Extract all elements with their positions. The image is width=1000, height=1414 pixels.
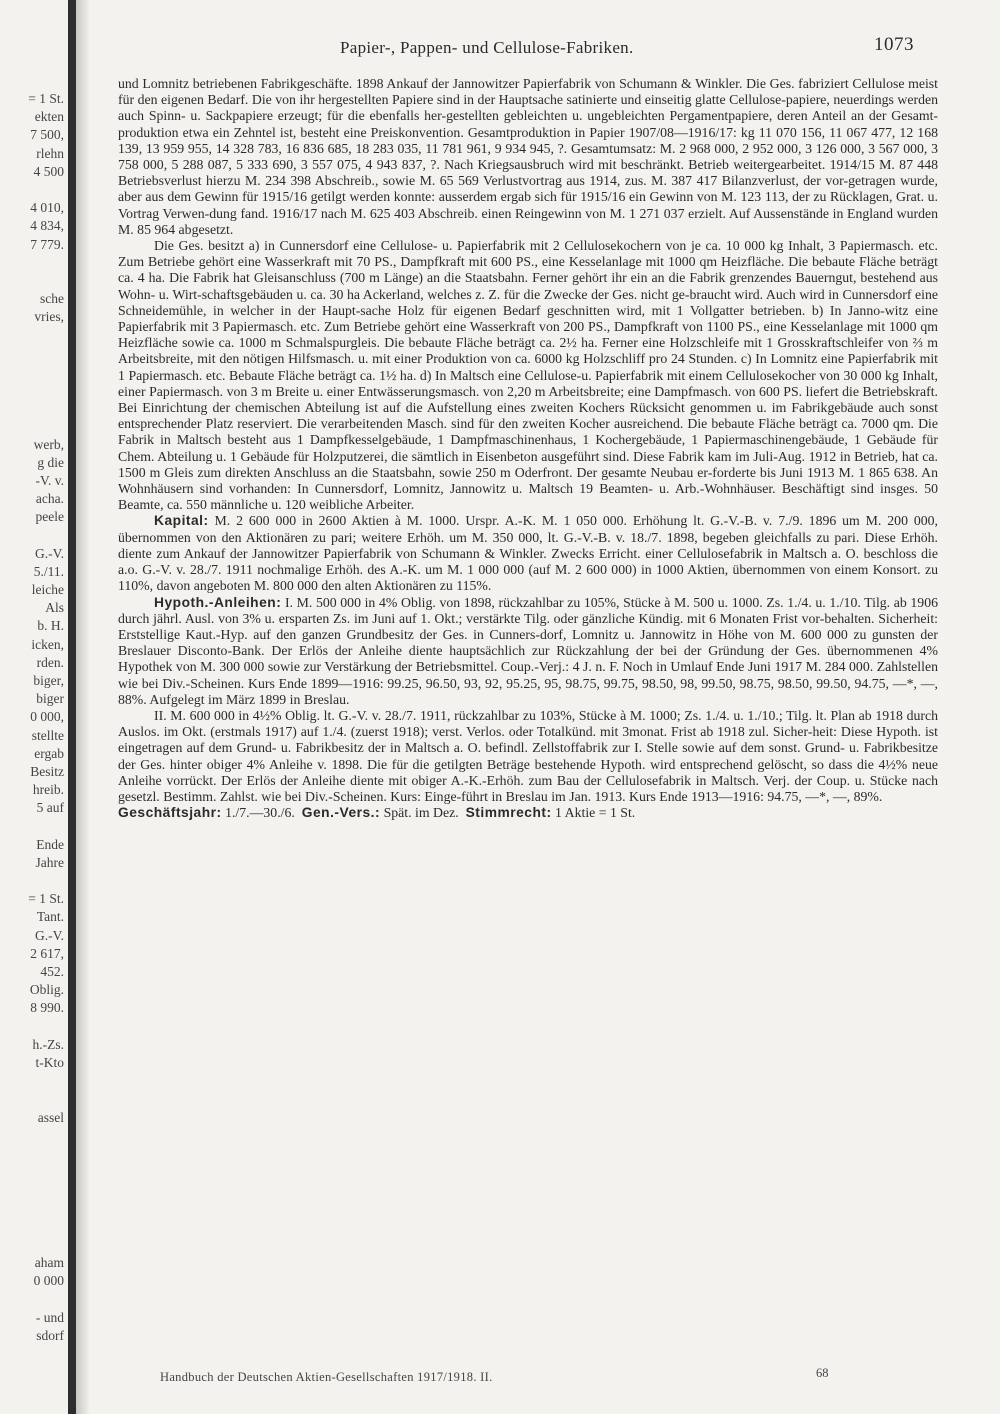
prev-fragment-line: 7 779.: [30, 236, 64, 252]
prev-fragment-line: [0, 272, 64, 290]
prev-fragment-line: Als: [45, 600, 64, 616]
section-label-hypoth-anleihen: Hypoth.-Anleihen:: [154, 594, 282, 610]
paragraph-text: I. M. 500 000 in 4% Oblig. von 1898, rückzahlbar zu 105%, Stücke à M. 500 u. 1000. Zs. 1./4. u. 1./10. Tilg. ab 1906 durch jährl. Ausl. von 3% u. ersparten Zs. im Juni auf 1. Okt.; verstärkte Tilg. oder gänzliche Kündig. mit 6 Monaten Frist vor-behalten. Sicherheit: Erststellige Kaut.-Hyp. auf den ganzen Grundbesitz der Ges. in Cunners-dorf, Lomnitz u. Jannowitz in Höhe von M. 600 000 zu gunsten der Breslauer Disconto-Bank. Der Erlös der Anleihe diente hauptsächlich zur Rückzahlung der bei der Gründung der Ges. übernommenen 4% Hypothek von M. 300 000 sowie zur Verstärkung der Betriebsmittel. Coup.-Verj.: 4 J. n. F. Noch in Umlauf Ende Juni 1917 M. 284 000. Zahlstellen wie bei Div.-Scheinen. Kurs Ende 1899—1916: 99.25, 96.50, 93, 92, 95.25, 95, 98.75, 99.75, 98.50, 98, 99.50, 98.75, 98.50, 99.50, 94.75, —*, —, 88%. Aufgelegt im März 1899 in Breslau.: [118, 594, 939, 707]
prev-fragment-line: 4 010,: [30, 200, 64, 216]
page-number: 1073: [874, 34, 914, 55]
running-header: Papier-, Pappen- und Cellulose-Fabriken.: [340, 38, 634, 57]
prev-fragment-line: t-Kto: [35, 1054, 64, 1070]
fiscal-info-line: [118, 805, 938, 821]
footer-signature-number: 68: [816, 1366, 829, 1380]
paragraph-capital: [118, 513, 938, 594]
prev-fragment-line: [0, 1163, 64, 1181]
paragraph-text: Die Ges. besitzt a) in Cunnersdorf eine Cellulose- u. Papierfabrik mit 2 Cellulosekochern von je ca. 10 000 kg Inhalt, 3 Papiermasch. etc. Zum Betriebe gehört eine Wasserkraft mit 70 PS., Dampfkraft mit 600 PS., eine Kesselanlage mit 1000 qm Heizfläche. Die bebaute Fläche beträgt ca. 4 ha. Die Fabrik hat Gleisanschluss (700 m Länge) an die Staatsbahn. Ferner gehört ihr ein an die Fabrik grenzendes Bauerngut, bestehend aus Wohn- u. Wirt-schaftsgebäuden u. ca. 30 ha Ackerland, welches z. Z. für die Zwecke der Ges. nicht ge-braucht wird. Auch wird in Cunnersdorf eine Schneidemühle, in welcher in der Haupt-sache Holz für eigenen Bedarf geschnitten wird, mit 1 Vollgatter betrieben. b) In Janno-witz eine Papierfabrik mit 3 Papiermasch. etc. Zum Betriebe gehört eine Wasserkraft von 200 PS., Dampfkraft von 1100 PS., eine Kesselanlage mit 1000 qm Heizfläche sowie ca. 1000 m Schmalspurgleis. Die bebaute Fläche beträgt ca. 2½ ha. Ferner eine Holzschleife mit 1 Grosskraftschleifer von ⅔ m Arbeitsbreite, mit den nötigen Hilfsmasch. u. mit einer Produktion von ca. 6000 kg Holzschliff pro 24 Stunden. c) In Lomnitz eine Papierfabrik mit 1 Papiermasch. etc. Bebaute Fläche beträgt ca. 1½ ha. d) In Maltsch eine Cellulose-u. Papierfabrik mit einem Cellulosekocher von 30 000 kg Inhalt, einer Papiermasch. von 3 m Breite u. einer Entwässerungsmasch. von 2,20 m Arbeitsbreite; eine Dampfmasch. von 600 PS. liefert die Betriebskraft. Bei Einrichtung der chemischen Abteilung ist auf die Aufstellung eines zweiten Kochers Rücksicht genommen u. im Fabrikgebäude auch sonst entsprechender Platz reserviert. Die verarbeitenden Masch. sind für den zweiten Kocher ausreichend. Die bebaute Fläche beträgt ca. 7000 qm. Die Fabrik in Maltsch besteht aus 1 Dampfkesselgebäude, 1 Dampfmaschinenhaus, 1 Kochergebäude, 1 Papiermaschinengebäude, 1 Gebäude für Chem. Abteilung u. 1 Gebäude für Holzputzerei, die sämtlich in Eisenbeton ausgeführt sind. Diese Fabrik kam im Juli-Aug. 1912 in Betrieb, hat ca. 1500 m Gleis zum direkten Anschluss an die Staatsbahn, sowie 250 m Oderfront. Der gesamte Neubau er-forderte bis Juni 1913 M. 1 865 638. An Wohnhäusern sind vorhanden: In Cunnersdorf, Lomnitz, Jannowitz u. Maltsch 19 Beamten- u. Arb.-Wohnhäuser. Beschäftigt sind insges. 50 Beamte, ca. 550 männliche u. 120 weibliche Arbeiter.: [118, 238, 938, 513]
prev-fragment-line: = 1 St.: [28, 891, 64, 907]
prev-fragment-line: b. H.: [37, 618, 64, 634]
prev-fragment-line: ekten: [34, 109, 64, 125]
prev-fragment-line: ergab: [34, 745, 64, 761]
prev-fragment-line: [0, 417, 64, 435]
paragraph-text: II. M. 600 000 in 4½% Oblig. lt. G.-V. v. 28./7. 1911, rückzahlbar zu 103%, Stücke à M. 1000; Zs. 1./4. u. 1./10.; Tilg. lt. Plan ab 1918 durch Auslos. im Okt. (erstmals 1917) auf 1./4. (zuerst 1918); verst. Verlos. oder Totalkünd. mit 3monat. Frist ab 1918 zul. Sicher-heit: Diese Hypoth. ist eingetragen auf dem Grund- u. Fabrikbesitz der in Maltsch a. O. befindl. Zellstoffabrik zur I. Stelle sowie auf dem sonst. Grund- u. Fabrikbesitze der Ges. hinter obiger 4% Anleihe v. 1898. Die für die getilgten Beträge bestehende Hypoth. wird entsprechend gelöscht, so dass die 4½% neue Anleihe vorrückt. Der Erlös der Anleihe diente mit obiger A.-K.-Erhöh. zum Bau der Cellulosefabrik in Maltsch. Verj. der Coup. u. Stücke nach gesetzl. Bestimm. Zahlst. wie bei Div.-Scheinen. Kurs: Einge-führt in Breslau im Jan. 1913. Kurs Ende 1913—1916: 94.75, —*, —, 89%.: [118, 707, 938, 804]
prev-fragment-line: [0, 527, 64, 545]
prev-fragment-line: acha.: [35, 491, 64, 507]
prev-fragment-line: [0, 872, 64, 890]
prev-fragment-line: -V. v.: [35, 472, 64, 488]
prev-fragment-line: Tant.: [36, 909, 64, 925]
prev-fragment-line: 4 834,: [30, 218, 64, 234]
prev-fragment-line: - und: [35, 1309, 64, 1325]
prev-fragment-line: [0, 181, 64, 199]
prev-fragment-line: 8 990.: [30, 1000, 64, 1016]
gutter-shadow: [76, 0, 90, 1414]
main-text-column: [118, 76, 938, 821]
prev-fragment-line: icken,: [31, 636, 64, 652]
prev-fragment-line: Ende: [36, 836, 64, 852]
prev-fragment-line: sche: [40, 291, 64, 307]
prev-fragment-line: [0, 326, 64, 344]
paragraph-text: M. 2 600 000 in 2600 Aktien à M. 1000. Urspr. A.-K. M. 1 050 000. Erhöhung lt. G.-V.-B. v. 7./9. 1896 um M. 200 000, übernommen von den Aktionären zu pari; weitere Erhöh. um M. 350 000, lt. G.-V.-B. v. 18./7. 1898, begeben gleichfalls zu pari. Diese Erhöh. diente zum Ankauf der Jannowitzer Papierfabrik von Schumann & Winkler. Zwecks Erricht. einer Cellulosefabrik in Maltsch a. O. beschloss die a.o. G.-V. v. 28./7. 1911 nochmalige Erhöh. des A.-K. um M. 1 000 000 (auf M. 2 600 000) in 1000 Aktien, übernommen von einem Konsort. zu 110%, davon angeboten M. 800 000 den alten Aktionären zu 115%.: [118, 513, 938, 594]
label-geschaeftsjahr: Geschäftsjahr:: [118, 805, 222, 821]
paragraph-facilities: [118, 238, 938, 513]
prev-fragment-line: leiche: [31, 582, 64, 598]
previous-page-fragment: [0, 90, 64, 1390]
prev-fragment-line: [0, 1072, 64, 1090]
prev-fragment-line: [0, 1199, 64, 1217]
prev-fragment-line: [0, 1218, 64, 1236]
prev-fragment-line: rlehn: [36, 145, 64, 161]
prev-fragment-line: [0, 1181, 64, 1199]
binding-gutter: [68, 0, 76, 1414]
prev-fragment-line: g die: [37, 454, 64, 470]
prev-fragment-line: 5 auf: [36, 800, 64, 816]
prev-fragment-line: aham: [34, 1255, 64, 1270]
paragraph-mortgage-loans: [118, 595, 938, 708]
prev-fragment-line: 0 000,: [30, 709, 64, 725]
paragraph-second-loan: [118, 708, 938, 805]
prev-fragment-line: 2 617,: [30, 945, 64, 961]
prev-fragment-line: [0, 399, 64, 417]
value-gen-vers: Spät. im Dez.: [383, 805, 459, 821]
prev-fragment-line: 452.: [40, 964, 64, 979]
prev-fragment-line: [0, 254, 64, 272]
prev-fragment-line: [0, 1290, 64, 1308]
prev-fragment-line: 5./11.: [33, 563, 64, 579]
label-gen-vers: Gen.-Vers.:: [301, 805, 381, 821]
prev-fragment-line: peele: [35, 509, 64, 525]
prev-fragment-line: assel: [37, 1109, 64, 1125]
prev-fragment-line: [0, 1145, 64, 1163]
prev-fragment-line: [0, 1127, 64, 1145]
prev-fragment-line: werb,: [33, 436, 64, 452]
prev-fragment-line: Besitz: [30, 763, 64, 779]
prev-fragment-line: 7 500,: [30, 127, 64, 143]
prev-fragment-line: 0 000: [33, 1273, 64, 1289]
prev-fragment-line: [0, 1236, 64, 1254]
section-label-kapital: Kapital:: [154, 513, 209, 529]
prev-fragment-line: sdorf: [36, 1327, 64, 1343]
prev-fragment-line: Oblig.: [29, 982, 64, 998]
prev-fragment-line: rden.: [36, 654, 64, 670]
prev-fragment-line: 4 500: [33, 163, 64, 179]
value-stimmrecht: 1 Aktie = 1 St.: [555, 805, 636, 821]
prev-fragment-line: G.-V.: [34, 545, 64, 561]
paragraph-text: und Lomnitz betriebenen Fabrikgeschäfte. 1898 Ankauf der Jannowitzer Papierfabrik von Schumann & Winkler. Die Ges. fabriziert Cellulose meist für den eigenen Bedarf. Die von ihr hergestellten Papiere sind in der Hauptsache satinierte und einseitig glatte Cellulose-papiere, neuerdings werden auch Spinn- u. Sackpapiere erzeugt; für die ebenfalls her-gestellten gebleichten u. ungebleichten Pergamentpapiere, deren Anteil an der Gesamt-produktion etwa ein Zehntel ist, besteht eine Preiskonvention. Gesamtproduktion in Papier 1907/08—1916/17: kg 11 070 156, 11 067 477, 12 168 139, 13 959 955, 14 328 783, 16 836 685, 18 283 035, 11 781 961, 9 934 945, ?. Gesamtumsatz: M. 2 968 000, 2 952 000, 3 126 000, 3 567 000, 3 758 000, 5 288 087, 5 333 690, 3 557 075, 4 943 837, ?. Nach Kriegsausbruch wird mit beschränkt. Betrieb weitergearbeitet. 1914/15 M. 87 448 Betriebsverlust hierzu M. 234 398 Abschreib., sowie M. 65 569 Verlustvortrag aus 1914, zus. M. 387 417 Bilanzverlust, der vor-getragen wurde, aber aus dem Gewinn für 1915/16 getilgt werden konnte: ausserdem ergab sich für 1915/16 ein Gewinn von M. 123 113, der zu Rücklagen, Grat. u. Vortrag Verwen-dung fand. 1916/17 nach M. 625 403 Abschreib. einen Reingewinn von M. 1 271 037 erzielt. Auf Aussenstände in England wurden M. 85 964 abgesetzt.: [118, 76, 938, 237]
label-stimmrecht: Stimmrecht:: [465, 805, 552, 821]
prev-fragment-line: stellte: [31, 727, 64, 743]
prev-fragment-line: Jahre: [35, 854, 64, 870]
value-geschaeftsjahr: 1./7.—30./6.: [225, 805, 295, 821]
prev-fragment-line: [0, 363, 64, 381]
paragraph-history: [118, 76, 938, 238]
prev-fragment-line: [0, 1090, 64, 1108]
prev-fragment-line: h.-Zs.: [32, 1036, 64, 1052]
prev-fragment-line: biger,: [33, 673, 64, 688]
prev-fragment-line: hreib.: [32, 782, 64, 798]
prev-fragment-line: vries,: [34, 309, 64, 325]
prev-fragment-line: [0, 818, 64, 836]
prev-fragment-line: [0, 381, 64, 399]
prev-fragment-line: [0, 345, 64, 363]
prev-fragment-line: = 1 St.: [28, 91, 64, 106]
footer-source: Handbuch der Deutschen Aktien-Gesellschaften 1917/1918. II.: [160, 1370, 493, 1384]
prev-fragment-line: G.-V.: [34, 927, 64, 943]
prev-fragment-line: biger: [36, 691, 64, 707]
prev-fragment-line: [0, 1018, 64, 1036]
